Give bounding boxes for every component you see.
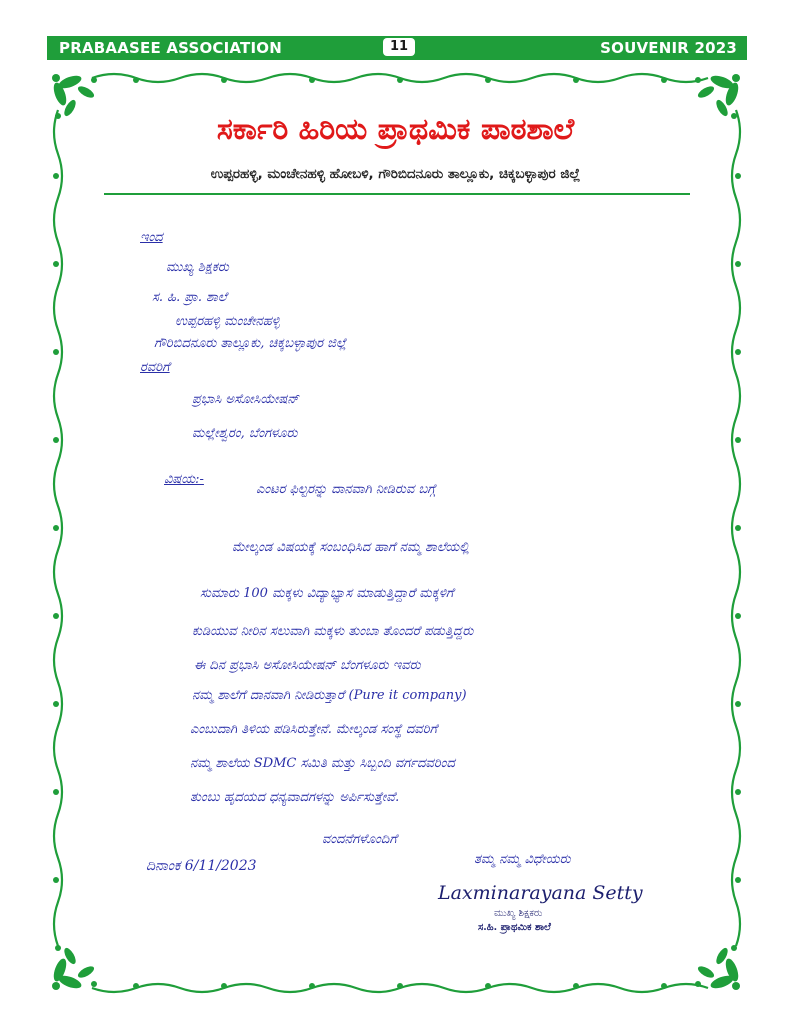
body-line: ಕುಡಿಯುವ ನೀರಿನ ಸಲುವಾಗಿ ಮಕ್ಕಳು ತುಂಬಾ ತೊಂದರೆ ಪಡುತ್ತಿದ್ದರು: [192, 624, 474, 639]
to-label: ರವರಿಗೆ: [140, 360, 170, 375]
header-souvenir-label: SOUVENIR 2023: [600, 39, 737, 57]
stamp-title: ಮುಖ್ಯ ಶಿಕ್ಷಕರು: [494, 908, 543, 919]
body-line: ತುಂಬು ಹೃದಯದ ಧನ್ಯವಾದಗಳನ್ನು ಅರ್ಪಿಸುತ್ತೇವೆ.: [190, 790, 400, 805]
closing-thanks: ವಂದನೆಗಳೊಂದಿಗೆ: [322, 832, 397, 847]
to-line: ಮಲ್ಲೇಶ್ವರಂ, ಬೆಂಗಳೂರು: [192, 426, 298, 441]
body-line: ಸುಮಾರು 100 ಮಕ್ಕಳು ವಿದ್ಯಾಭ್ಯಾಸ ಮಾಡುತ್ತಿದ್ದಾರೆ ಮಕ್ಕಳಿಗೆ: [200, 586, 454, 601]
subject-text: ಎಂಟರ ಫಿಲ್ಟರನ್ನು ದಾನವಾಗಿ ನೀಡಿರುವ ಬಗ್ಗೆ: [256, 482, 436, 497]
school-name-title: ಸರ್ಕಾರಿ ಹಿರಿಯ ಪ್ರಾಥಮಿಕ ಪಾಠಶಾಲೆ: [216, 112, 575, 147]
signature: Laxminarayana Setty: [438, 882, 643, 904]
subject-label: ವಿಷಯ:-: [164, 472, 204, 487]
body-line: ಈ ದಿನ ಪ್ರಭಾಸಿ ಅಸೋಸಿಯೇಷನ್ ಬೆಂಗಳೂರು ಇವರು: [194, 658, 421, 673]
body-line: ನಮ್ಮ ಶಾಲೆಯ SDMC ಸಮಿತಿ ಮತ್ತು ಸಿಬ್ಬಂದಿ ವರ್ಗದವರಿಂದ: [190, 756, 455, 771]
school-address: ಉಪ್ಪರಹಳ್ಳಿ, ಮಂಚೇನಹಳ್ಳಿ ಹೋಬಳಿ, ಗೌರಿಬಿದನೂರು ತಾಲ್ಲೂಕು, ಚಿಕ್ಕಬಳ್ಳಾಪುರ ಜಿಲ್ಲೆ: [210, 166, 581, 182]
from-label: ಇಂದ: [140, 230, 163, 245]
page-number: 11: [383, 38, 415, 56]
header-association-name: PRABAASEE ASSOCIATION: [59, 39, 282, 57]
body-line: ಎಂಬುದಾಗಿ ತಿಳಿಯ ಪಡಿಸಿರುತ್ತೇನೆ. ಮೇಲ್ಕಂಡ ಸಂಸ್ಥೆ ದವರಿಗೆ: [190, 722, 438, 737]
date-line: ದಿನಾಂಕ 6/11/2023: [146, 858, 257, 874]
signoff: ತಮ್ಮ ನಮ್ಮ ವಿಧೇಯರು: [474, 852, 571, 867]
body-line: ನಮ್ಮ ಶಾಲೆಗೆ ದಾನವಾಗಿ ನೀಡಿರುತ್ತಾರೆ (Pure it company): [192, 688, 467, 703]
from-line: ಗೌರಿಬಿದನೂರು ತಾಲ್ಲೂಕು, ಚಿಕ್ಕಬಳ್ಳಾಪುರ ಜಿಲ್ಲೆ: [154, 336, 347, 351]
stamp-school: ಸ.ಹಿ. ಪ್ರಾಥಮಿಕ ಶಾಲೆ: [478, 922, 551, 933]
from-line: ಉಪ್ಪರಹಳ್ಳಿ ಮಂಚೇನಹಳ್ಳಿ: [175, 314, 280, 329]
from-line: ಮುಖ್ಯ ಶಿಕ್ಷಕರು: [166, 260, 229, 275]
letterhead-divider: [104, 193, 690, 195]
to-line: ಪ್ರಭಾಸಿ ಅಸೋಸಿಯೇಷನ್: [192, 392, 299, 407]
body-line: ಮೇಲ್ಕಂಡ ವಿಷಯಕ್ಕೆ ಸಂಬಂಧಿಸಿದ ಹಾಗೆ ನಮ್ಮ ಶಾಲೆಯಲ್ಲಿ: [232, 540, 470, 555]
from-line: ಸ. ಹಿ. ಪ್ರಾ. ಶಾಲೆ: [152, 290, 227, 305]
